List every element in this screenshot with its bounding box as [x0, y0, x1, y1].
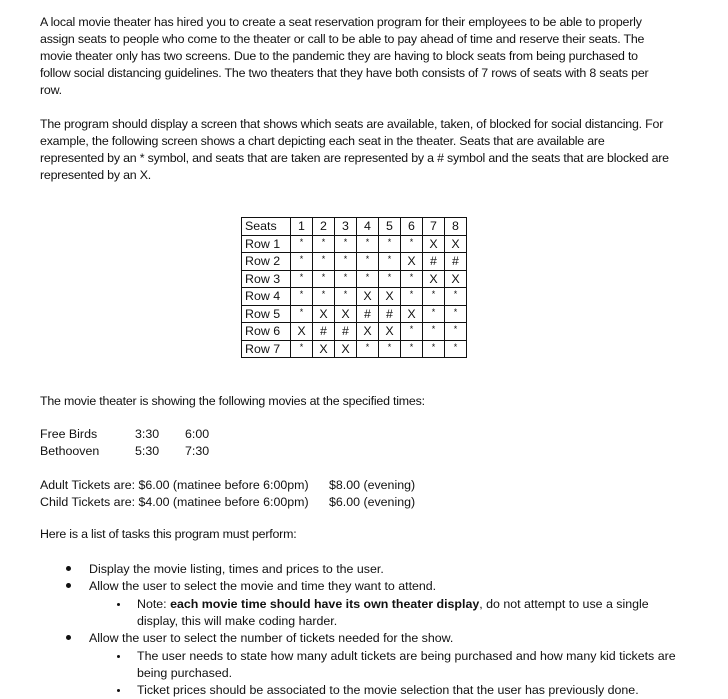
- task-subitem: The user needs to state how many adult tickets are being purchased and how many kid tickets are: [137, 649, 676, 663]
- seat-blocked: X: [313, 305, 335, 323]
- seat-available: *: [445, 340, 467, 358]
- row-label: Row 6: [242, 323, 291, 341]
- task-subitem: Ticket prices should be associated to the movie selection that the user has previously done.: [137, 683, 639, 697]
- seat-available: *: [445, 288, 467, 306]
- seat-available: *: [335, 288, 357, 306]
- seat-row: [242, 288, 467, 306]
- seat-available: *: [291, 270, 313, 288]
- task-item: Allow the user to select the number of tickets needed for the show.: [89, 631, 454, 645]
- seats-corner-label: Seats: [242, 218, 291, 236]
- seat-available: *: [335, 270, 357, 288]
- seat-row: [242, 305, 467, 323]
- seat-available: *: [379, 270, 401, 288]
- seat-blocked: X: [357, 288, 379, 306]
- seat-available: *: [335, 235, 357, 253]
- seat-available: *: [401, 270, 423, 288]
- task-note: [137, 596, 649, 613]
- row-label: Row 1: [242, 235, 291, 253]
- movie-time: 5:30: [135, 444, 160, 458]
- price-label: Child Tickets are: $4.00 (matinee before 6:00pm): [40, 495, 309, 509]
- seat-available: *: [401, 288, 423, 306]
- price-evening: $8.00 (evening): [329, 478, 416, 492]
- seat-available: *: [313, 253, 335, 271]
- sub-bullet-icon: [117, 603, 120, 606]
- seat-available: *: [379, 340, 401, 358]
- seat-blocked: X: [401, 305, 423, 323]
- note-suffix: , do not attempt to use a single: [479, 597, 649, 611]
- seat-blocked: X: [401, 253, 423, 271]
- seat-available: *: [379, 235, 401, 253]
- seat-available: *: [313, 270, 335, 288]
- seat-available: *: [423, 305, 445, 323]
- seat-blocked: X: [291, 323, 313, 341]
- note-bold: each movie time should have its own theater display: [170, 597, 480, 611]
- seat-available: *: [313, 235, 335, 253]
- row-label: Row 2: [242, 253, 291, 271]
- sub-bullet-icon: [117, 689, 120, 692]
- sub-bullet-icon: [117, 655, 120, 658]
- seat-available: *: [357, 340, 379, 358]
- seat-number-header: 8: [445, 218, 467, 236]
- seat-available: *: [357, 235, 379, 253]
- task-subitem-line2: being purchased.: [137, 666, 233, 680]
- movie-title: Free Birds: [40, 427, 98, 441]
- movie-time: 7:30: [185, 444, 210, 458]
- seat-number-header: 4: [357, 218, 379, 236]
- seat-available: *: [357, 270, 379, 288]
- seat-available: *: [379, 253, 401, 271]
- seat-available: *: [357, 253, 379, 271]
- movie-title: Bethooven: [40, 444, 100, 458]
- seat-blocked: X: [335, 305, 357, 323]
- seat-number-header: 6: [401, 218, 423, 236]
- seat-available: *: [401, 340, 423, 358]
- seat-taken: #: [423, 253, 445, 271]
- seat-blocked: X: [335, 340, 357, 358]
- seat-available: *: [445, 323, 467, 341]
- seat-number-header: 1: [291, 218, 313, 236]
- tasks-intro: Here is a list of tasks this program must perform:: [40, 527, 297, 541]
- seat-available: *: [423, 323, 445, 341]
- movies-intro: The movie theater is showing the following movies at the specified times:: [40, 394, 425, 408]
- bullet-icon: [66, 635, 71, 640]
- row-label: Row 4: [242, 288, 291, 306]
- display-paragraph: The program should display a screen that shows which seats are available, taken, of blocked for social distancing. For example, the following screen shows a chart depicting each seat in the theater. Seats that are available are represented by an * symbol, and seats that are taken are represented by a # symbol and the seats that are blocked are represented by an X.: [40, 117, 669, 182]
- seat-number-header: 5: [379, 218, 401, 236]
- seat-number-header: 7: [423, 218, 445, 236]
- row-label: Row 5: [242, 305, 291, 323]
- seat-row: [242, 323, 467, 341]
- note-prefix: Note:: [137, 597, 171, 611]
- seat-available: *: [291, 253, 313, 271]
- task-item: Allow the user to select the movie and time they want to attend.: [89, 579, 437, 593]
- price-label: Adult Tickets are: $6.00 (matinee before 6:00pm): [40, 478, 309, 492]
- seat-row: [242, 340, 467, 358]
- seat-available: *: [291, 235, 313, 253]
- seat-taken: #: [335, 323, 357, 341]
- bullet-icon: [66, 566, 71, 571]
- seat-available: *: [401, 235, 423, 253]
- intro-paragraph: A local movie theater has hired you to create a seat reservation program for their employees to be able to properly assign seats to people who come to the theater or call to be able to pay ahead of time and reserve their seats. The movie theater only has two screens. Due to the pandemic they are having to block seats from being purchased to follow social distancing guidelines. The two theaters that they have both consists of 7 rows of seats with 8 seats per row.: [40, 15, 649, 97]
- seat-header-row: [242, 218, 467, 236]
- seat-row: [242, 235, 467, 253]
- row-label: Row 7: [242, 340, 291, 358]
- bullet-icon: [66, 583, 71, 588]
- seat-available: *: [313, 288, 335, 306]
- seat-available: *: [445, 305, 467, 323]
- seat-taken: #: [313, 323, 335, 341]
- row-label: Row 3: [242, 270, 291, 288]
- movie-time: 6:00: [185, 427, 210, 441]
- seat-blocked: X: [423, 235, 445, 253]
- seat-blocked: X: [445, 235, 467, 253]
- seat-available: *: [423, 340, 445, 358]
- price-evening: $6.00 (evening): [329, 495, 416, 509]
- seat-blocked: X: [379, 288, 401, 306]
- seat-row: [242, 270, 467, 288]
- seat-blocked: X: [313, 340, 335, 358]
- seat-blocked: X: [445, 270, 467, 288]
- seat-available: *: [423, 288, 445, 306]
- seat-blocked: X: [423, 270, 445, 288]
- seat-available: *: [291, 305, 313, 323]
- seat-available: *: [401, 323, 423, 341]
- seat-available: *: [291, 288, 313, 306]
- seat-number-header: 2: [313, 218, 335, 236]
- task-note-line2: display, this will make coding harder.: [137, 614, 338, 628]
- seat-blocked: X: [379, 323, 401, 341]
- seat-taken: #: [379, 305, 401, 323]
- seat-blocked: X: [357, 323, 379, 341]
- seat-number-header: 3: [335, 218, 357, 236]
- seat-row: [242, 253, 467, 271]
- seat-table: [241, 217, 467, 358]
- seat-taken: #: [357, 305, 379, 323]
- seat-taken: #: [445, 253, 467, 271]
- movie-time: 3:30: [135, 427, 160, 441]
- seat-available: *: [335, 253, 357, 271]
- task-item: Display the movie listing, times and prices to the user.: [89, 562, 384, 576]
- seat-available: *: [291, 340, 313, 358]
